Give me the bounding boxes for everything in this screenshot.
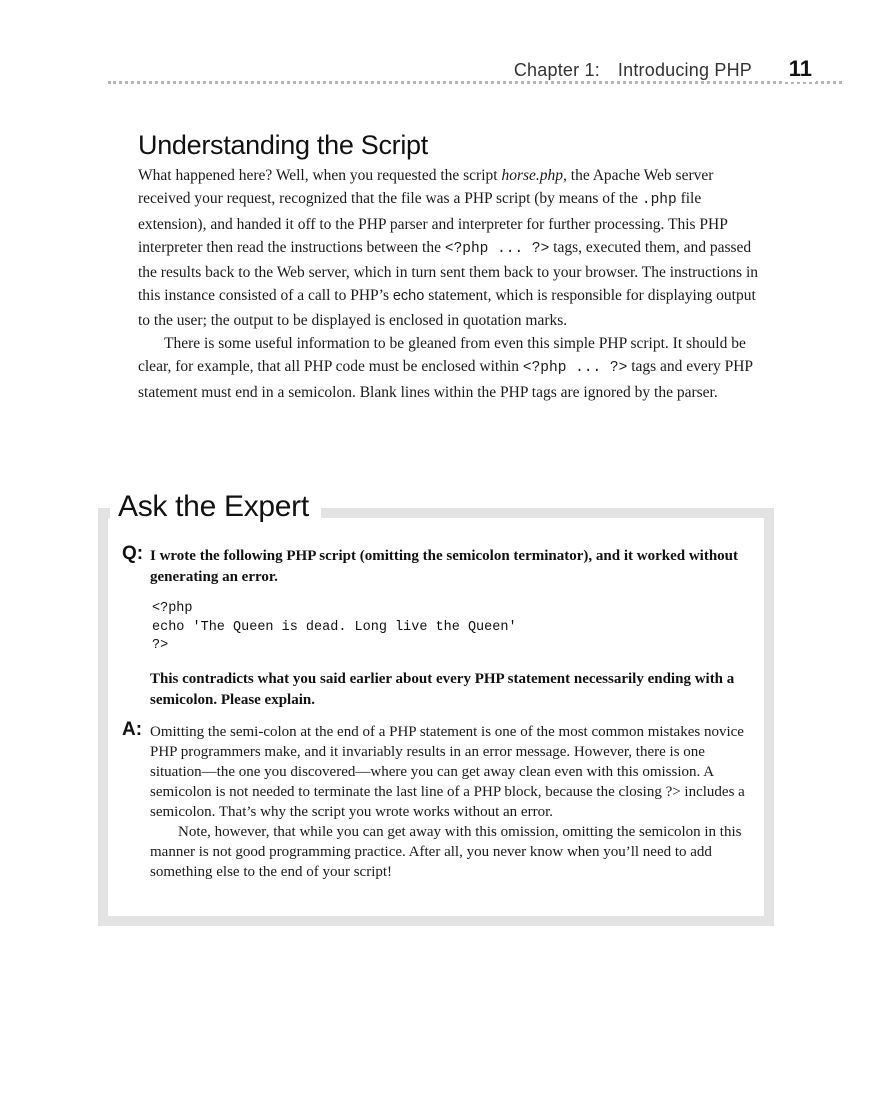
answer-paragraph-1: Omitting the semi-colon at the end of a PHP statement is one of the most common mistakes novice PHP programmers make, and it invariably results in an error message. However, there is one situation—the one you discovered—where you can get away clean even with this omission. A semicolon is not needed to terminate the last line of a PHP block, because the closing ?> includes a semicolon. That’s why the script you wrote works without an error. xyxy=(150,724,745,820)
p1-text-c: file extension), and handed it off to the PHP parser and interpreter for further processing. This PHP interpreter then read the instructions between the xyxy=(138,190,728,256)
php-tags-inline: <?php ... ?> xyxy=(444,240,550,257)
code-sample: <?php echo 'The Queen is dead. Long live the Queen' ?> xyxy=(152,601,517,653)
header-dotted-rule xyxy=(108,81,842,84)
p1-text-e: statement, which is responsible for displaying output to the user; the output to be displayed is enclosed in quotation marks. xyxy=(138,287,756,329)
p1-text-b: the Apache Web server received your request, recognized that the file was a PHP script (by means of the xyxy=(138,167,714,208)
filename-horse: horse.php, xyxy=(501,167,567,184)
chapter-title: Introducing PHP xyxy=(617,60,752,80)
question-text-2: This contradicts what you said earlier about every PHP statement necessarily ending with a semicolon. Please explain. xyxy=(150,671,735,708)
answer-label: A: xyxy=(122,719,143,740)
page-number: 11 xyxy=(785,56,816,82)
paragraph-2 xyxy=(138,332,766,404)
section-body xyxy=(138,164,766,404)
p2-text-a: There is some useful information to be gleaned from even this simple PHP script. It should be clear, for example, that all PHP code must be enclosed within xyxy=(138,335,746,376)
section-heading: Understanding the Script xyxy=(138,130,428,160)
php-tags-inline-2: <?php ... ?> xyxy=(522,360,628,377)
answer-paragraph-2: Note, however, that while you can get away with this omission, omitting the semicolon in this manner is not good programming practice. After all, you never know when you’ll need to add something else to the end of your script! xyxy=(150,824,742,880)
p1-text-d: tags, executed them, and passed the results back to the Web server, which in turn sent them back to your browser. The instructions in this instance consisted of a call to PHP’s xyxy=(138,238,759,305)
question-text: I wrote the following PHP script (omitting the semicolon terminator), and it worked without generating an error. xyxy=(150,548,738,585)
p1-text-a: What happened here? Well, when you requested the script xyxy=(138,167,502,184)
p2-text-b: tags and every PHP statement must end in a semicolon. Blank lines within the PHP tags are ignored by the parser. xyxy=(138,358,753,401)
php-extension: .php xyxy=(641,192,677,209)
chapter-label xyxy=(510,60,756,81)
expert-box-title: Ask the Expert xyxy=(110,490,321,524)
chapter-number: Chapter 1: xyxy=(513,60,600,80)
echo-keyword: echo xyxy=(392,288,425,305)
answer-text xyxy=(150,722,756,882)
running-header xyxy=(108,56,842,86)
paragraph-1 xyxy=(138,164,766,332)
question-label: Q: xyxy=(122,543,144,564)
